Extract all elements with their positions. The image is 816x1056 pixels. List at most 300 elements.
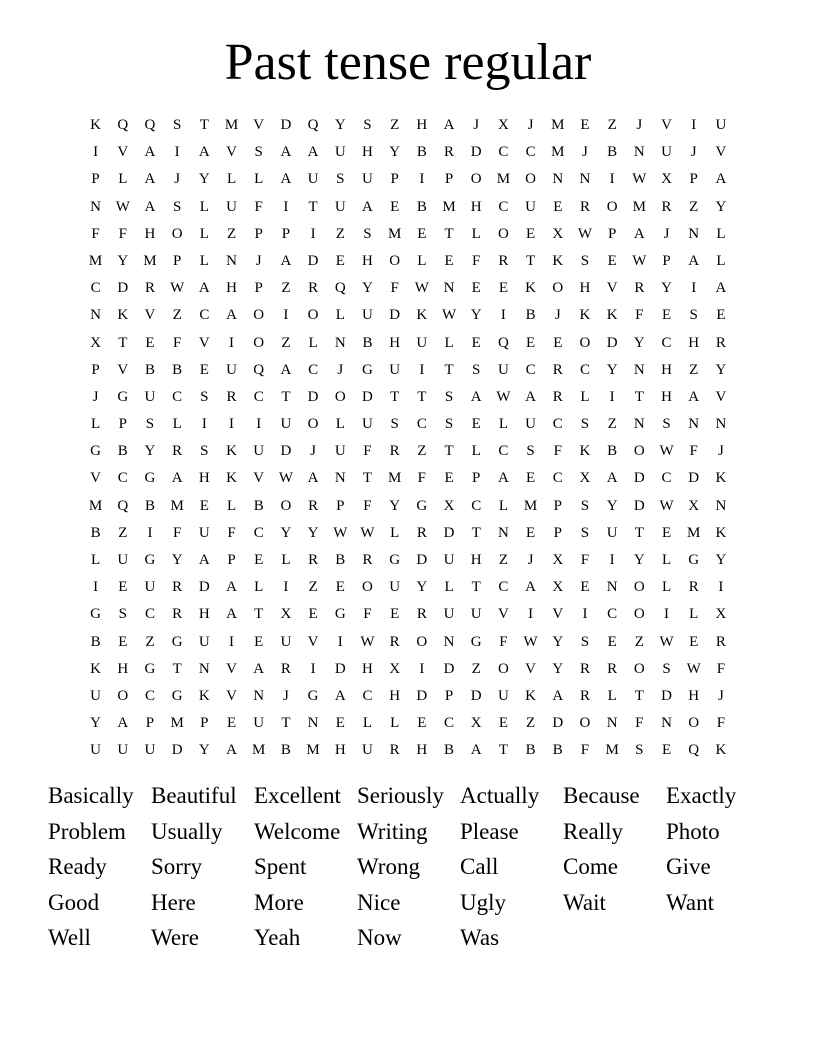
grid-row (82, 330, 735, 357)
grid-letter: N (90, 198, 102, 215)
grid-letter: B (90, 524, 101, 541)
grid-letter: F (580, 742, 590, 759)
grid-letter: I (201, 416, 207, 433)
grid-letter: L (335, 416, 345, 433)
grid-letter: T (634, 524, 644, 541)
grid-letter: E (716, 307, 726, 324)
grid-letter: E (118, 579, 128, 596)
grid-letter: D (334, 660, 346, 677)
grid-letter: S (118, 606, 127, 623)
grid-letter: Y (633, 334, 645, 351)
grid-letter: A (715, 280, 727, 297)
grid-letter: W (577, 225, 593, 242)
word-list-item: Good (48, 889, 100, 915)
grid-letter: W (659, 443, 674, 460)
grid-letter: O (633, 660, 645, 677)
grid-letter: V (552, 606, 564, 623)
grid-letter: S (662, 660, 671, 677)
grid-letter: W (632, 171, 647, 188)
word-list (48, 778, 769, 956)
grid-letter: S (254, 144, 263, 161)
grid-letter: B (144, 361, 155, 378)
grid-letter: D (280, 443, 292, 460)
grid-letter: S (689, 307, 698, 324)
grid-letter: C (607, 606, 618, 623)
grid-letter: D (117, 280, 129, 297)
grid-letter: V (198, 334, 210, 351)
grid-letter: D (633, 497, 645, 514)
grid-letter: V (253, 117, 265, 133)
grid-letter: C (471, 497, 482, 514)
grid-letter: U (416, 334, 428, 351)
grid-letter: M (88, 252, 103, 269)
word-list-item: Come (563, 854, 618, 879)
grid-letter: K (90, 117, 102, 133)
grid-letter: A (470, 742, 482, 759)
grid-letter: F (580, 552, 590, 568)
grid-letter: Z (689, 198, 699, 215)
grid-letter: F (363, 443, 372, 460)
grid-letter: N (633, 416, 645, 433)
grid-letter: Z (498, 552, 508, 568)
grid-letter: R (661, 198, 672, 215)
grid-letter: L (444, 579, 454, 596)
grid-letter: I (174, 144, 180, 161)
grid-letter: F (689, 443, 698, 460)
grid-letter: S (145, 416, 155, 433)
grid-letter: O (171, 225, 183, 242)
grid-letter: K (226, 443, 237, 460)
word-list-item: Exactly (666, 783, 737, 808)
grid-letter: Y (470, 307, 482, 324)
grid-letter: L (281, 552, 291, 568)
grid-letter: I (283, 579, 289, 596)
grid-letter: U (362, 307, 373, 324)
grid-letter: L (390, 715, 400, 732)
grid-letter: E (444, 252, 454, 269)
grid-letter: I (256, 416, 262, 433)
grid-letter: P (336, 497, 345, 514)
grid-letter: Y (552, 633, 564, 650)
grid-letter: H (362, 660, 373, 677)
grid-letter: P (553, 497, 562, 514)
grid-letter: G (362, 361, 373, 378)
grid-letter: E (199, 497, 209, 514)
grid-letter: H (144, 225, 156, 242)
word-list-item: Wait (563, 889, 606, 915)
grid-letter: E (390, 198, 400, 215)
grid-letter: P (91, 361, 100, 378)
grid-letter: U (661, 144, 672, 161)
grid-letter: E (471, 280, 481, 297)
grid-letter: N (90, 307, 102, 324)
grid-letter: P (172, 252, 182, 269)
grid-letter: M (551, 144, 565, 161)
grid-letter: K (525, 280, 537, 297)
grid-letter: D (443, 524, 455, 541)
grid-letter: T (362, 470, 373, 487)
grid-letter: I (229, 633, 235, 650)
grid-letter: V (226, 687, 237, 704)
grid-letter: R (389, 633, 400, 650)
grid-letter: J (717, 443, 724, 460)
grid-letter: Z (335, 225, 345, 242)
grid-letter: R (226, 388, 237, 405)
grid-letter: M (306, 742, 320, 759)
grid-letter: E (254, 552, 264, 568)
grid-letter: B (144, 497, 155, 514)
grid-letter: O (497, 660, 509, 677)
grid-letter: Z (526, 715, 536, 732)
grid-row (82, 139, 735, 166)
grid-letter: E (335, 252, 345, 269)
grid-letter: D (470, 144, 482, 161)
grid-letter: I (419, 171, 425, 188)
grid-letter: V (497, 606, 509, 623)
grid-letter: A (280, 144, 292, 161)
grid-letter: C (90, 280, 101, 297)
grid-letter: E (661, 307, 672, 324)
grid-letter: G (470, 633, 482, 650)
grid-letter: B (607, 443, 618, 460)
grid-letter: A (715, 171, 727, 188)
grid-letter: Y (198, 171, 210, 188)
grid-letter: U (144, 742, 156, 759)
grid-letter: A (198, 144, 210, 161)
grid-letter: W (360, 524, 375, 541)
grid-letter: L (689, 606, 699, 623)
grid-letter: E (417, 715, 427, 732)
grid-letter: N (253, 687, 265, 704)
grid-letter: J (636, 117, 643, 133)
grid-letter: Y (606, 497, 618, 514)
grid-letter: H (579, 280, 591, 297)
grid-letter: Q (144, 117, 156, 133)
grid-letter: Q (307, 117, 319, 133)
grid-letter: C (444, 715, 455, 732)
grid-letter: D (661, 687, 672, 704)
grid-letter: U (497, 687, 509, 704)
grid-letter: F (417, 470, 427, 487)
grid-letter: S (662, 416, 671, 433)
grid-letter: D (171, 742, 183, 759)
grid-letter: I (419, 660, 425, 677)
grid-letter: E (226, 715, 237, 732)
grid-letter: X (90, 334, 102, 351)
grid-letter: W (278, 470, 293, 487)
grid-letter: F (553, 443, 562, 460)
grid-letter: A (307, 144, 319, 161)
grid-letter: C (525, 144, 536, 161)
grid-letter: D (307, 252, 319, 269)
grid-letter: D (416, 687, 428, 704)
grid-letter: T (634, 687, 644, 704)
grid-letter: Y (198, 742, 210, 759)
grid-letter: M (387, 225, 402, 242)
grid-letter: R (634, 280, 645, 297)
grid-letter: T (118, 334, 128, 351)
grid-letter: W (659, 497, 674, 514)
grid-letter: S (580, 497, 590, 514)
grid-letter: S (472, 361, 481, 378)
grid-letter: N (497, 524, 509, 541)
grid-letter: I (528, 606, 534, 623)
grid-letter: A (117, 715, 129, 732)
grid-letter: L (254, 579, 264, 596)
word-list-item: Please (460, 818, 519, 844)
grid-letter: J (282, 687, 289, 704)
grid-letter: U (280, 633, 292, 650)
grid-letter: D (470, 687, 482, 704)
grid-row (82, 737, 735, 764)
grid-letter: S (363, 225, 372, 242)
grid-letter: E (498, 280, 508, 297)
grid-letter: F (499, 633, 508, 650)
grid-letter: Z (607, 117, 617, 133)
grid-letter: P (254, 225, 263, 242)
grid-letter: D (307, 388, 319, 405)
grid-letter: Y (334, 117, 346, 133)
grid-letter: V (226, 144, 237, 161)
grid-letter: A (497, 470, 509, 487)
grid-letter: Y (117, 252, 129, 269)
grid-letter: T (281, 715, 291, 732)
word-list-item: Want (666, 889, 714, 915)
grid-letter: T (172, 660, 182, 677)
grid-letter: Y (90, 715, 102, 732)
grid-letter: T (417, 388, 427, 405)
grid-letter: G (416, 497, 428, 514)
grid-letter: P (444, 687, 454, 704)
grid-letter: U (198, 524, 210, 541)
grid-letter: I (718, 579, 724, 596)
word-list-item: Nice (357, 889, 401, 915)
grid-letter: X (443, 497, 455, 514)
grid-letter: I (609, 388, 615, 405)
grid-letter: P (662, 252, 671, 269)
grid-letter: L (498, 416, 508, 433)
grid-letter: S (172, 198, 182, 215)
grid-letter: P (254, 280, 263, 297)
grid-letter: U (443, 552, 455, 568)
grid-letter: U (198, 633, 210, 650)
grid-letter: C (308, 361, 319, 378)
grid-letter: W (333, 524, 348, 541)
grid-letter: W (632, 252, 647, 269)
grid-letter: I (500, 307, 506, 324)
grid-letter: E (661, 524, 672, 541)
grid-letter: S (200, 443, 209, 460)
grid-letter: A (334, 687, 346, 704)
grid-letter: Y (389, 144, 401, 161)
grid-letter: U (443, 606, 455, 623)
grid-letter: B (335, 552, 346, 568)
grid-row (82, 710, 735, 737)
grid-letter: K (117, 307, 129, 324)
grid-letter: G (90, 606, 102, 623)
grid-letter: E (526, 524, 536, 541)
grid-letter: U (715, 117, 727, 133)
grid-letter: L (199, 198, 209, 215)
word-list-item: Now (357, 925, 402, 950)
grid-letter: T (444, 225, 454, 242)
grid-letter: L (91, 416, 101, 433)
grid-letter: V (661, 117, 672, 133)
grid-letter: L (254, 171, 264, 188)
grid-letter: S (200, 388, 209, 405)
grid-letter: D (606, 334, 618, 351)
grid-letter: K (525, 687, 537, 704)
grid-row (82, 629, 735, 656)
grid-letter: O (552, 280, 564, 297)
grid-letter: L (716, 252, 726, 269)
grid-letter: E (553, 198, 563, 215)
word-list-item: Photo (666, 818, 720, 844)
grid-letter: S (635, 742, 644, 759)
grid-letter: W (686, 660, 701, 677)
grid-letter: I (229, 334, 235, 351)
grid-letter: X (389, 660, 401, 677)
word-search-grid (82, 112, 735, 765)
grid-letter: I (691, 117, 697, 133)
word-list-item: Wrong (357, 854, 420, 879)
grid-letter: T (444, 361, 454, 378)
grid-letter: V (606, 280, 618, 297)
grid-letter: O (416, 633, 428, 650)
grid-letter: K (579, 307, 591, 324)
grid-letter: Y (552, 660, 564, 677)
grid-letter: J (310, 443, 317, 460)
grid-letter: D (552, 715, 564, 732)
grid-letter: C (661, 334, 672, 351)
grid-letter: R (389, 742, 400, 759)
grid-letter: S (580, 416, 590, 433)
grid-letter: F (390, 280, 399, 297)
grid-letter: Y (661, 280, 672, 297)
grid-letter: E (580, 579, 590, 596)
grid-letter: A (226, 742, 237, 759)
word-list-item: Basically (48, 783, 134, 808)
grid-letter: H (661, 388, 672, 405)
grid-row (82, 302, 735, 329)
grid-letter: J (473, 117, 480, 133)
grid-letter: N (198, 660, 210, 677)
grid-letter: B (416, 198, 427, 215)
grid-letter: J (717, 687, 724, 704)
grid-letter: F (363, 497, 372, 514)
grid-letter: R (715, 633, 726, 650)
grid-letter: H (416, 742, 428, 759)
grid-letter: T (526, 252, 536, 269)
grid-letter: Q (117, 497, 129, 514)
grid-letter: P (472, 470, 481, 487)
grid-letter: N (715, 416, 727, 433)
grid-letter: I (310, 225, 316, 242)
grid-letter: G (688, 552, 700, 568)
grid-letter: W (360, 633, 375, 650)
grid-letter: C (498, 443, 509, 460)
grid-letter: L (580, 388, 590, 405)
grid-letter: S (580, 252, 590, 269)
grid-letter: R (579, 687, 590, 704)
grid-letter: U (226, 361, 237, 378)
grid-letter: M (387, 470, 402, 487)
grid-letter: R (308, 552, 319, 568)
word-list-item: Welcome (254, 818, 341, 844)
grid-row (82, 683, 735, 710)
grid-letter: R (144, 280, 155, 297)
grid-letter: F (254, 198, 263, 215)
grid-letter: F (91, 225, 100, 242)
grid-letter: U (144, 579, 156, 596)
grid-letter: D (633, 470, 645, 487)
grid-letter: O (688, 715, 700, 732)
grid-letter: J (255, 252, 262, 269)
grid-letter: N (633, 144, 645, 161)
word-list-item: Sorry (151, 854, 203, 879)
grid-row (82, 438, 735, 465)
grid-letter: Z (172, 307, 182, 324)
grid-letter: B (90, 633, 101, 650)
grid-letter: V (307, 633, 319, 650)
grid-letter: X (280, 606, 292, 623)
grid-letter: B (280, 742, 291, 759)
grid-letter: A (198, 552, 210, 568)
grid-letter: S (526, 443, 535, 460)
grid-letter: Z (607, 416, 617, 433)
grid-letter: B (525, 307, 536, 324)
grid-letter: A (280, 171, 292, 188)
grid-letter: S (444, 388, 454, 405)
word-list-item: Writing (357, 818, 428, 844)
grid-letter: O (633, 579, 645, 596)
grid-row (82, 656, 735, 683)
grid-letter: E (335, 715, 345, 732)
grid-letter: T (471, 524, 481, 541)
grid-letter: J (527, 552, 534, 568)
grid-letter: M (224, 117, 239, 133)
grid-letter: A (198, 280, 210, 297)
word-list-item: Here (151, 889, 196, 915)
grid-letter: F (716, 660, 726, 677)
grid-letter: I (664, 606, 670, 623)
grid-letter: U (117, 552, 129, 568)
grid-letter: G (171, 687, 183, 704)
grid-letter: U (389, 361, 401, 378)
word-list-item: Give (666, 854, 711, 879)
grid-letter: M (551, 117, 565, 133)
word-list-item: Spent (254, 854, 307, 879)
grid-letter: N (606, 715, 618, 732)
grid-letter: D (416, 552, 428, 568)
grid-letter: E (661, 742, 672, 759)
grid-letter: O (633, 443, 645, 460)
grid-letter: U (90, 687, 102, 704)
grid-letter: H (470, 198, 482, 215)
grid-row (82, 112, 735, 139)
grid-letter: N (661, 715, 672, 732)
grid-letter: Z (390, 117, 400, 133)
grid-letter: N (715, 497, 727, 514)
grid-letter: W (414, 280, 429, 297)
grid-row (82, 384, 735, 411)
grid-letter: Q (334, 280, 346, 297)
grid-letter: R (172, 606, 183, 623)
grid-letter: R (416, 524, 427, 541)
grid-letter: U (525, 416, 537, 433)
grid-letter: Y (389, 497, 401, 514)
grid-letter: O (307, 416, 319, 433)
